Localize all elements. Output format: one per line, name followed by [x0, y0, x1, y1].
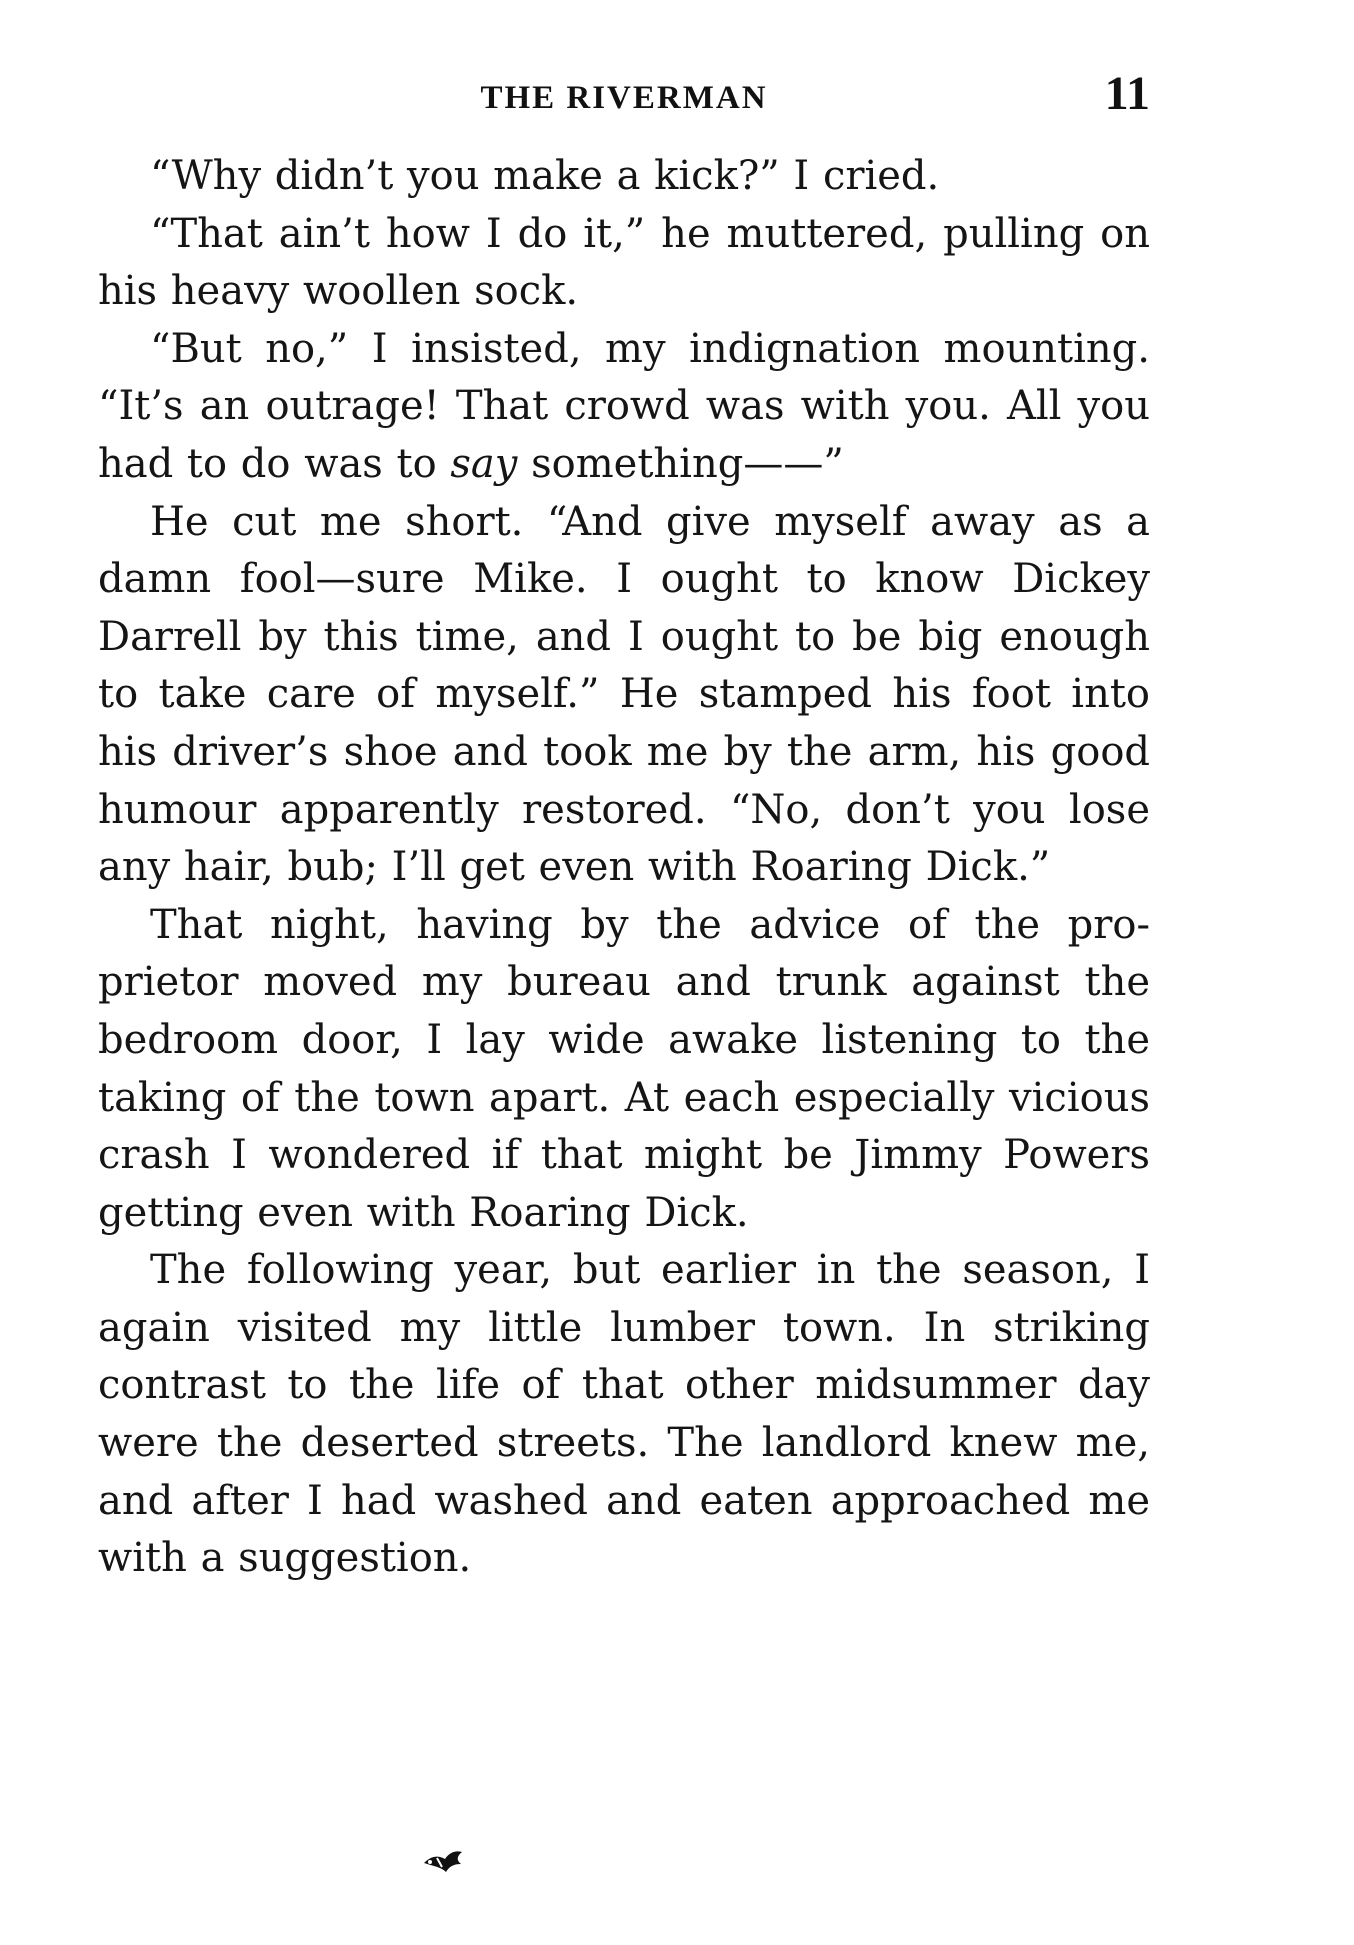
- paragraph-why-didnt-you: “Why didn’t you make a kick?” I cried.: [150, 153, 940, 199]
- emphasized-word-say: say: [450, 440, 518, 487]
- paragraph-but-no-ending: something——”: [517, 440, 844, 487]
- paragraph-that-night: That night, having by the advice of the proprietor moved my bureau and trunk against the bedroom door, I lay wide awake listening to the taking of the town apart. At each especially vicious crash I wondered if that might be Jimmy Powers getting even with Roaring Dick.: [98, 901, 1150, 1236]
- paragraph-that-aint-how: “That ain’t how I do it,” he muttered, pulling on his heavy woollen sock.: [98, 210, 1150, 315]
- paragraph-but-no: [98, 321, 1150, 494]
- page-number: 11: [1104, 67, 1150, 120]
- running-title: THE RIVERMAN: [480, 80, 768, 116]
- paragraph-he-cut-me-short: He cut me short. “And give myself away as a damn fool—sure Mike. I ought to know Dickey Darrell by this time, and I ought to be big enough to take care of myself.” He stamped his foot into his driver’s shoe and took me by the arm, his good humour apparently restored. “No, don’t you lose any hair, bub; I’ll get even with Roaring Dick.”: [98, 498, 1150, 891]
- printer-ornament-icon: [422, 1846, 464, 1874]
- running-header: [98, 68, 1150, 128]
- paragraph-following-year: The following year, but earlier in the season, I again visited my little lumber town. In striking contrast to the life of that other midsummer day were the deserted streets. The landlord knew me, and after I had washed and eaten approached me with a suggestion.: [98, 1247, 1150, 1582]
- body-text: [98, 148, 1150, 1588]
- paragraph-but-no-opening: “But no,” I insisted, my indignation mounting. “It’s an outrage! That crowd was with you. All you had to do was to: [98, 325, 1150, 487]
